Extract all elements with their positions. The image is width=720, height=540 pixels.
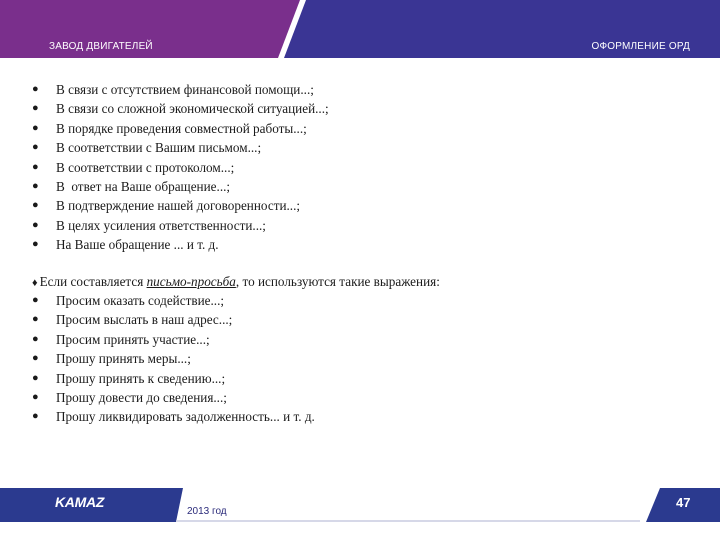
bullet-icon: ● (32, 391, 39, 404)
bullet-icon: ● (32, 410, 39, 423)
list-item-text: В целях усиления ответственности...; (56, 217, 266, 233)
header-right-title: ОФОРМЛЕНИЕ ОРД (591, 41, 690, 52)
heading-emphasis: письмо-просьба (146, 274, 236, 289)
list-item-text: В соответствии с Вашим письмом...; (56, 140, 262, 156)
header-left-title: ЗАВОД ДВИГАТЕЛЕЙ (49, 41, 153, 52)
list-item-text: В подтверждение нашей договоренности...; (56, 198, 301, 214)
diamond-bullet-icon: ♦ (32, 277, 38, 289)
list-item (32, 330, 315, 349)
page-number: 47 (676, 495, 691, 510)
list-item-text: На Ваше обращение ... и т. д. (56, 237, 219, 253)
list-item (32, 407, 315, 426)
list-item (32, 349, 315, 368)
bullet-icon: ● (32, 180, 39, 193)
list-item (32, 235, 329, 254)
list-item (32, 216, 329, 235)
bullet-icon: ● (32, 352, 39, 365)
list-item (32, 80, 329, 99)
list-item (32, 388, 315, 407)
kamaz-logo: KAMAZ (55, 494, 105, 510)
list-item (32, 177, 329, 196)
bullet-icon: ● (32, 121, 39, 134)
phrases-list-general (32, 80, 329, 255)
list-item-text: Прошу принять меры...; (56, 351, 191, 367)
phrases-list-request (32, 291, 315, 427)
heading-suffix: , то используются такие выражения: (235, 274, 440, 289)
list-item (32, 196, 329, 215)
list-item-text: В соответствии с протоколом...; (56, 159, 235, 175)
section-heading (32, 272, 440, 293)
bullet-icon: ● (32, 238, 39, 251)
list-item-text: Просим выслать в наш адрес...; (56, 312, 233, 328)
header-banner (0, 0, 720, 58)
bullet-icon: ● (32, 141, 39, 154)
bullet-icon: ● (32, 313, 39, 326)
list-item (32, 291, 315, 310)
list-item-text: Прошу принять к сведению...; (56, 370, 226, 386)
bullet-icon: ● (32, 371, 39, 384)
list-item-text: Прошу довести до сведения...; (56, 390, 227, 406)
footer-year: 2013 год (187, 506, 227, 517)
list-item (32, 310, 315, 329)
list-item (32, 138, 329, 157)
heading-prefix: Если составляется (39, 274, 147, 289)
bullet-icon: ● (32, 83, 39, 95)
footer-background (0, 488, 720, 522)
footer-bar (0, 488, 720, 522)
list-item (32, 158, 329, 177)
bullet-icon: ● (32, 332, 39, 345)
bullet-icon: ● (32, 102, 39, 115)
list-item (32, 99, 329, 118)
bullet-icon: ● (32, 218, 39, 231)
list-item-text: В порядке проведения совместной работы...; (56, 120, 307, 136)
bullet-icon: ● (32, 294, 39, 306)
list-item-text: Прошу ликвидировать задолженность... и т. д. (56, 409, 315, 425)
list-item-text: Просим оказать содействие...; (56, 293, 225, 308)
list-item-text: В ответ на Ваше обращение...; (56, 179, 231, 195)
list-item-text: Просим принять участие...; (56, 331, 210, 347)
list-item-text: В связи со сложной экономической ситуацией...; (56, 101, 329, 117)
list-item (32, 369, 315, 388)
bullet-icon: ● (32, 160, 39, 173)
list-item-text: В связи с отсутствием финансовой помощи...; (56, 82, 314, 97)
bullet-icon: ● (32, 199, 39, 212)
list-item (32, 119, 329, 138)
